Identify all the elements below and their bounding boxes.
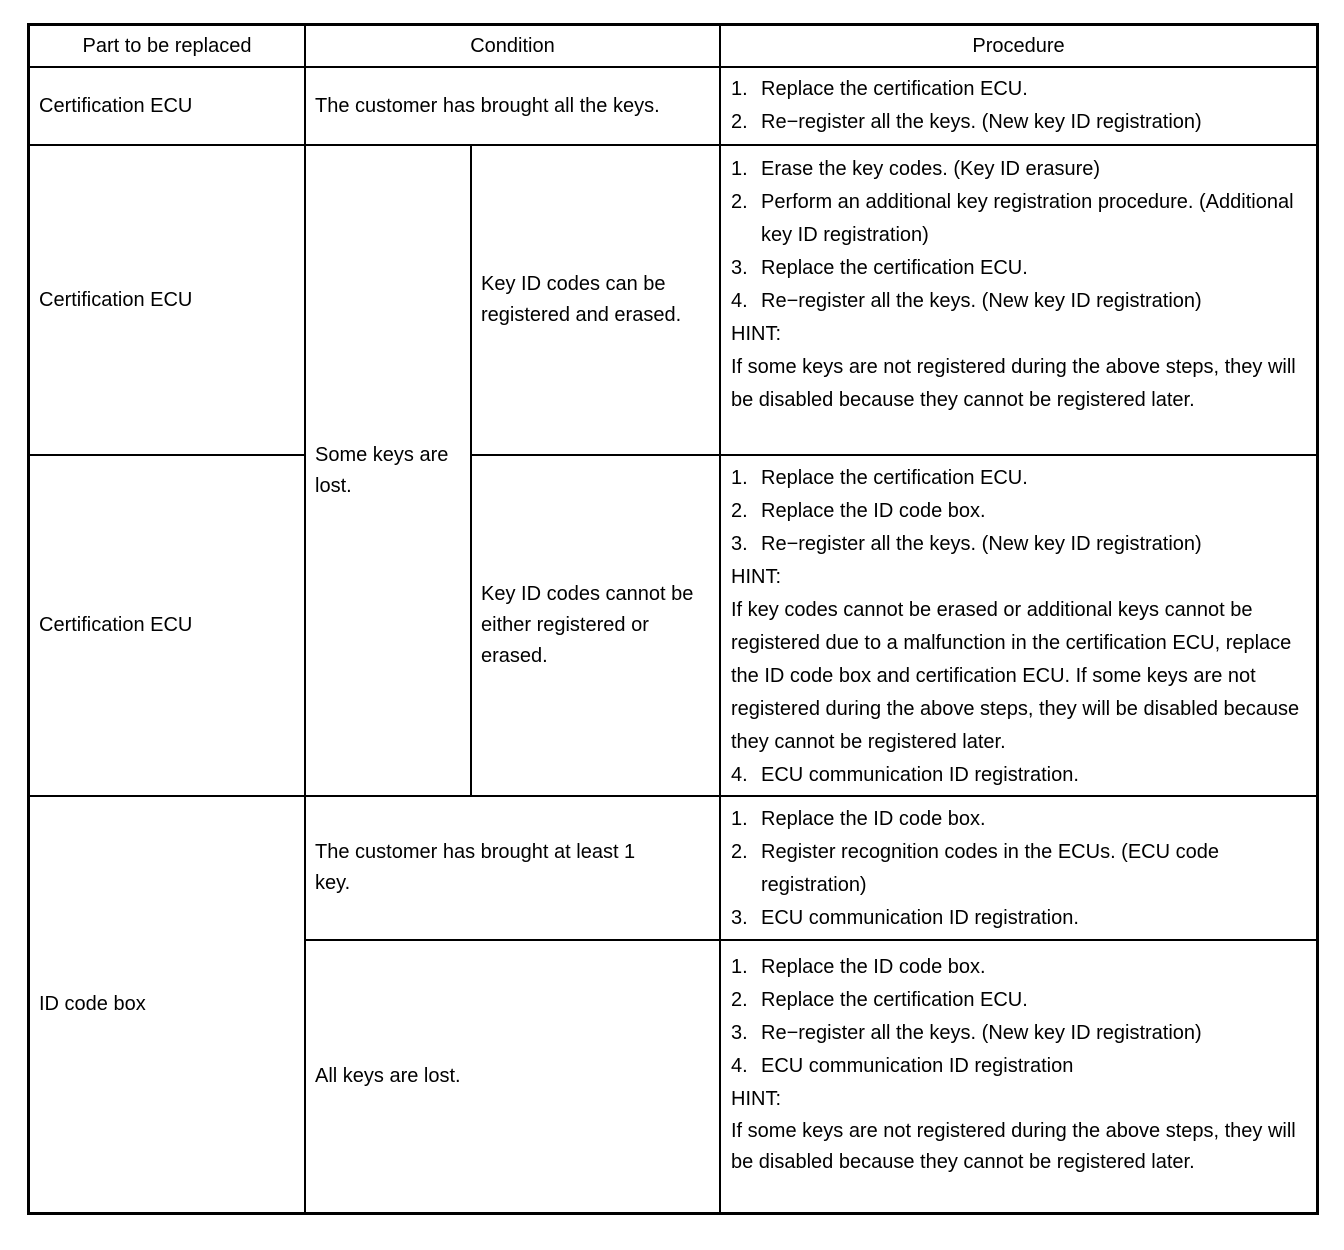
- hint-text: If some keys are not registered during the above steps, they will be disabled because they cannot be registered later.: [731, 356, 1296, 411]
- step-number: 2.: [731, 191, 748, 213]
- procedure-step: [731, 836, 1311, 902]
- procedure-step: [731, 462, 1311, 495]
- hint-label: HINT:: [731, 323, 781, 345]
- table-border-bottom: [27, 1212, 1319, 1215]
- step-text: Replace the certification ECU.: [761, 989, 1028, 1011]
- row2-condition: [481, 146, 715, 454]
- part-text: Certification ECU: [39, 288, 193, 311]
- row2-procedure: [731, 153, 1311, 453]
- header-part: [30, 26, 304, 66]
- column-divider: [719, 23, 721, 1215]
- step-number: 2.: [731, 989, 748, 1011]
- procedure-step: [731, 495, 1311, 528]
- row1-procedure: [731, 68, 1311, 144]
- row1-part: [39, 68, 299, 144]
- row5-condition: [315, 941, 715, 1212]
- header-procedure-label: Procedure: [972, 34, 1065, 57]
- hint-label: HINT:: [731, 1088, 781, 1110]
- row3-procedure: [731, 462, 1311, 794]
- header-procedure: [721, 26, 1316, 66]
- step-number: 4.: [731, 1055, 748, 1077]
- column-divider: [304, 23, 306, 1215]
- condition-text: All keys are lost.: [315, 1065, 461, 1087]
- step-number: 3.: [731, 257, 748, 279]
- step-text: Replace the ID code box.: [761, 956, 986, 978]
- table-border-right: [1316, 23, 1319, 1215]
- row4-part: [39, 797, 299, 1212]
- condition-group-text: Some keys are lost.: [315, 444, 449, 497]
- procedure-step: [731, 984, 1311, 1017]
- procedure-step: [731, 902, 1311, 935]
- procedure-step: [731, 951, 1311, 984]
- header-condition: [306, 26, 719, 66]
- step-text: ECU communication ID registration: [761, 1055, 1074, 1077]
- procedure-step: [731, 252, 1311, 285]
- step-number: 1.: [731, 956, 748, 978]
- step-number: 2.: [731, 841, 748, 863]
- step-text: Replace the ID code box.: [761, 808, 986, 830]
- procedure-step: [731, 73, 1311, 106]
- header-part-label: Part to be replaced: [82, 34, 252, 57]
- step-number: 2.: [731, 111, 748, 133]
- step-text: Re−register all the keys. (New key ID registration): [761, 290, 1202, 312]
- step-number: 4.: [731, 290, 748, 312]
- header-condition-label: Condition: [470, 34, 555, 57]
- procedure-step: [731, 1050, 1311, 1083]
- replacement-table: [27, 23, 1319, 1215]
- procedure-step: [731, 285, 1311, 318]
- row2-part: [39, 146, 299, 454]
- step-text: Replace the certification ECU.: [761, 467, 1028, 489]
- step-text: Register recognition codes in the ECUs. (ECU code registration): [761, 841, 1219, 896]
- procedure-step: [731, 759, 1311, 792]
- table-border-left: [27, 23, 30, 1215]
- step-text: Erase the key codes. (Key ID erasure): [761, 158, 1101, 180]
- procedure-step: [731, 1017, 1311, 1050]
- step-text: ECU communication ID registration.: [761, 764, 1079, 786]
- step-text: Replace the certification ECU.: [761, 257, 1028, 279]
- condition-text: Key ID codes cannot be either registered or erased.: [481, 583, 694, 667]
- procedure-step: [731, 153, 1311, 186]
- step-text: Replace the certification ECU.: [761, 78, 1028, 100]
- step-text: Re−register all the keys. (New key ID registration): [761, 533, 1202, 555]
- column-divider: [470, 144, 472, 796]
- step-number: 1.: [731, 158, 748, 180]
- part-text: ID code box: [39, 993, 146, 1015]
- hint-text: If key codes cannot be erased or additional keys cannot be registered due to a malfunction in the certification ECU, replace the ID code box and certification ECU. If some keys are not registered during the above steps, they will be disabled because they cannot be registered later.: [731, 599, 1300, 753]
- row4-procedure: [731, 803, 1311, 937]
- condition-text: The customer has brought at least 1 key.: [315, 841, 636, 894]
- step-text: Re−register all the keys. (New key ID registration): [761, 1022, 1202, 1044]
- step-number: 3.: [731, 533, 748, 555]
- row4-condition: [315, 797, 675, 939]
- part-text: Certification ECU: [39, 94, 193, 117]
- procedure-step: [731, 803, 1311, 836]
- condition-group-some-keys-lost: [315, 146, 465, 796]
- step-number: 1.: [731, 808, 748, 830]
- row3-part: [39, 456, 299, 795]
- step-number: 1.: [731, 467, 748, 489]
- step-text: Replace the ID code box.: [761, 500, 986, 522]
- condition-text: Key ID codes can be registered and erased.: [481, 273, 682, 326]
- hint-label: HINT:: [731, 566, 781, 588]
- procedure-step: [731, 106, 1311, 139]
- row1-condition: [315, 68, 715, 144]
- row3-condition: [481, 456, 715, 795]
- procedure-step: [731, 528, 1311, 561]
- step-number: 4.: [731, 764, 748, 786]
- step-text: Re−register all the keys. (New key ID registration): [761, 111, 1202, 133]
- procedure-step: [731, 186, 1311, 252]
- step-number: 2.: [731, 500, 748, 522]
- condition-text: The customer has brought all the keys.: [315, 94, 660, 117]
- hint-text: If some keys are not registered during the above steps, they will be disabled because they cannot be registered later.: [731, 1120, 1296, 1173]
- step-number: 3.: [731, 907, 748, 929]
- step-text: ECU communication ID registration.: [761, 907, 1079, 929]
- step-number: 1.: [731, 78, 748, 100]
- row5-procedure: [731, 951, 1311, 1211]
- part-text: Certification ECU: [39, 614, 193, 636]
- step-text: Perform an additional key registration procedure. (Additional key ID registration): [761, 191, 1294, 246]
- step-number: 3.: [731, 1022, 748, 1044]
